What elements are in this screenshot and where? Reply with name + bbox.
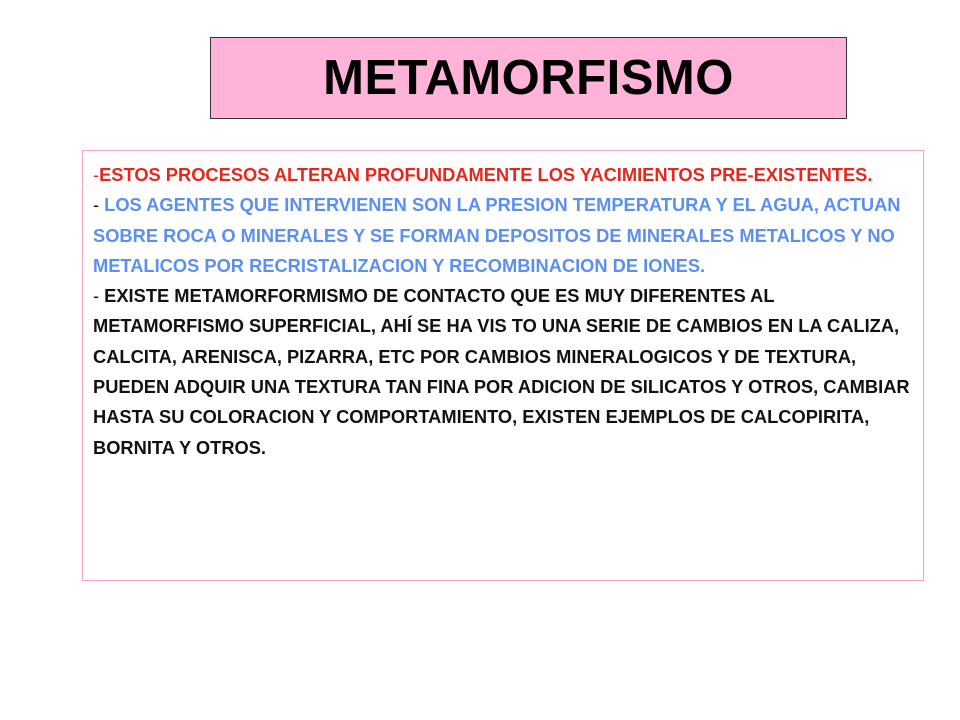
paragraph-contact-metamorphism (93, 281, 913, 463)
content-box (82, 150, 924, 581)
paragraph-processes (93, 160, 913, 190)
paragraph-dash: - (93, 194, 105, 216)
paragraph-agents (93, 190, 913, 281)
paragraph-text: EXISTE METAMORFORMISMO DE CONTACTO QUE ES MUY DIFERENTES AL METAMORFISMO SUPERFICIAL, AHÍ SE HA VIS TO UNA SERIE DE CAMBIOS EN LA CALIZA, CALCITA, ARENISCA, PIZARRA, ETC POR CAMBIOS MINERALOGICOS Y DE TEXTURA, PUEDEN ADQUIR UNA TEXTURA TAN FINA POR ADICION DE SILICATOS Y OTROS, CAMBIAR HASTA SU COLORACION Y COMPORTAMIENTO, EXISTEN EJEMPLOS DE CALCOPIRITA, BORNITA Y OTROS. (93, 285, 910, 458)
paragraph-text: ESTOS PROCESOS ALTERAN PROFUNDAMENTE LOS YACIMIENTOS PRE-EXISTENTES. (99, 164, 873, 185)
paragraph-text: LOS AGENTES QUE INTERVIENEN SON LA PRESION TEMPERATURA Y EL AGUA, ACTUAN SOBRE ROCA O MINERALES Y SE FORMAN DEPOSITOS DE MINERALES METALICOS Y NO METALICOS POR RECRISTALIZACION Y RECOMBINACION DE IONES. (93, 194, 901, 276)
slide-title: METAMORFISMO (323, 51, 734, 105)
title-box (210, 37, 847, 119)
paragraph-dash: - (93, 285, 105, 307)
paragraph-dash: - (93, 164, 100, 185)
